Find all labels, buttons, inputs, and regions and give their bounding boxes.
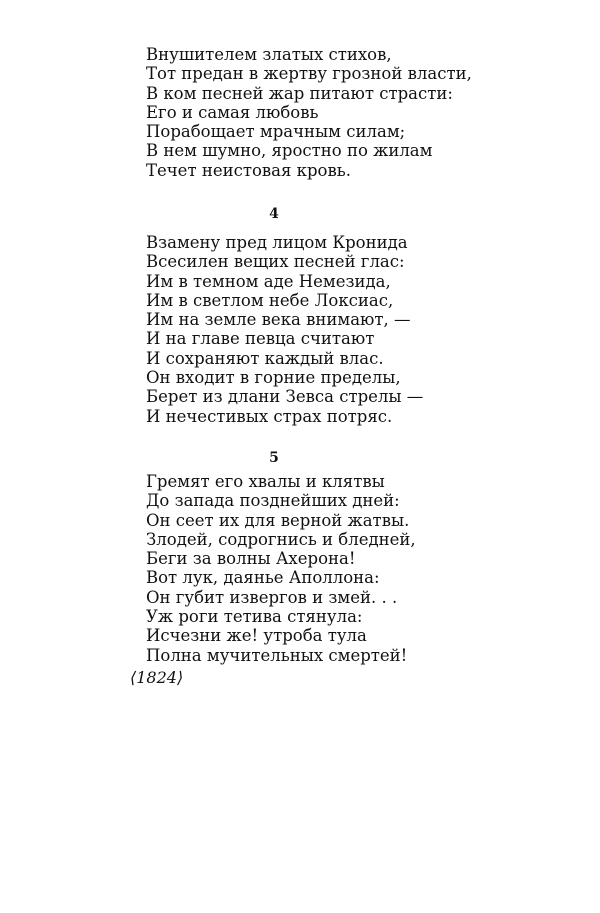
- poem-line: Взамену пред лицом Кронида: [146, 233, 408, 252]
- poem-line: До запада позднейших дней:: [146, 491, 400, 511]
- poem-line: Уж роги тетива стянула:: [146, 607, 363, 627]
- poem-line: И сохраняют каждый влас.: [146, 348, 384, 368]
- poem-line: Внушителем златых стихов,: [146, 45, 392, 64]
- poem-line: Он сеет их для верной жатвы.: [146, 510, 410, 530]
- poem-line: Всесилен вещих песней глас:: [146, 252, 405, 272]
- poem-line: И нечестивых страх потряс.: [146, 406, 393, 426]
- poem-line: Гремят его хвалы и клятвы: [146, 472, 385, 491]
- poem-date: ⟨1824⟩: [130, 668, 184, 687]
- poem-line: Берет из длани Зевса стрелы —: [146, 387, 424, 407]
- poem-line: Им в темном аде Немезида,: [146, 271, 391, 291]
- poem-line: Он входит в горние пределы,: [146, 368, 401, 388]
- poem-line: В нем шумно, яростно по жилам: [146, 141, 433, 161]
- poem-line: Полна мучительных смертей!: [146, 645, 408, 665]
- stanza-number-5: 5: [269, 450, 279, 466]
- poem-line: Вот лук, даянье Аполлона:: [146, 568, 380, 588]
- poem-line: Им на земле века внимают, —: [146, 310, 411, 330]
- poem-line: Злодей, содрогнись и бледней,: [146, 529, 416, 549]
- poem-line: В ком песней жар питают страсти:: [146, 83, 453, 103]
- poem-line: Беги за волны Ахерона!: [146, 549, 356, 569]
- poem-line: Исчезни же! утроба тула: [146, 626, 367, 646]
- stanza-5: [146, 472, 476, 665]
- poem-line: И на главе певца считают: [146, 329, 375, 349]
- poem-line: Течет неистовая кровь.: [146, 160, 351, 180]
- poem-line: Тот предан в жертву грозной власти,: [146, 64, 472, 84]
- poem-line: Его и самая любовь: [146, 102, 319, 122]
- stanza-4: [146, 233, 476, 426]
- poem-line: Порабощает мрачным силам;: [146, 122, 406, 142]
- poem-line: Он губит извергов и змей. . .: [146, 587, 398, 607]
- poem-line: Им в светлом небе Локсиас,: [146, 290, 394, 310]
- stanza-3: [146, 45, 476, 180]
- stanza-number-4: 4: [269, 206, 279, 222]
